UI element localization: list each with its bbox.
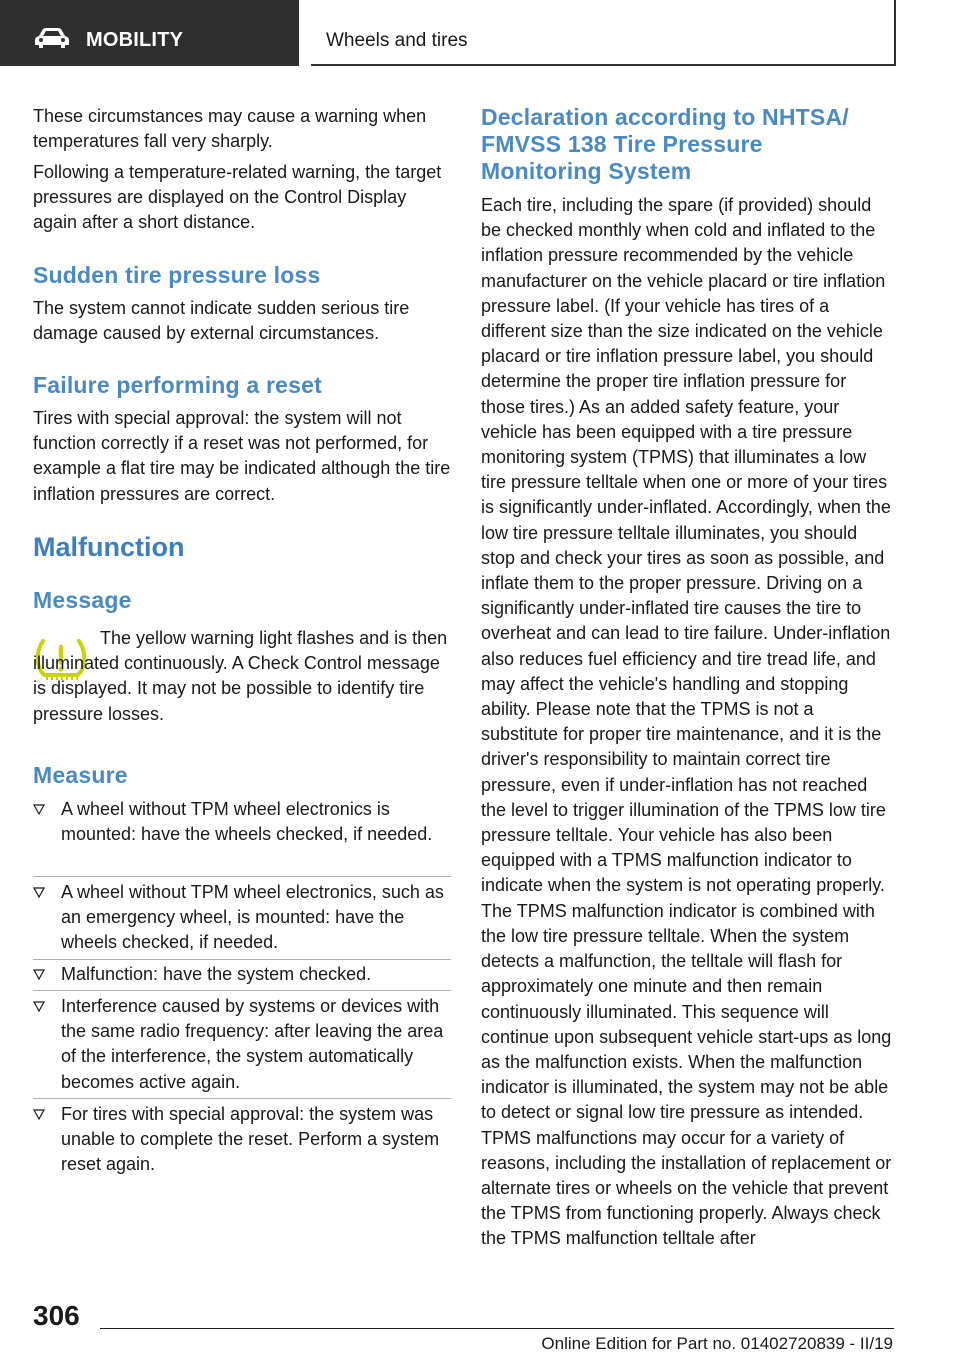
divider	[33, 990, 451, 991]
measure-heading: Measure	[33, 762, 128, 788]
malfunction-heading: Malfunction	[33, 532, 185, 562]
message-heading: Message	[33, 587, 132, 613]
message-text: The yellow warning light flashes and is then illuminated continuously. A Check Control message is displayed. It may not be possible to identify tire pressure losses.	[33, 628, 448, 724]
reset-failure-heading: Failure performing a reset	[33, 372, 322, 398]
triangle-bullet-icon	[33, 969, 45, 980]
measure-text: Malfunction: have the system checked.	[61, 964, 372, 984]
divider	[33, 1098, 451, 1099]
header-chapter-box	[311, 0, 896, 66]
sudden-loss-heading: Sudden tire pressure loss	[33, 262, 321, 288]
section-label: MOBILITY	[86, 29, 184, 51]
car-icon	[34, 27, 70, 49]
measure-text: Interference caused by systems or devices with the same radio frequency: after leaving the area of the interference, the system automatically becomes active again.	[61, 996, 444, 1092]
triangle-bullet-icon	[33, 1001, 45, 1012]
intro-paragraph-1: These circumstances may cause a warning when temperatures fall very sharply.	[33, 106, 427, 152]
intro-paragraph-2: Following a temperature-related warning, the target pressures are displayed on the Control Display again after a short distance.	[33, 162, 442, 233]
divider	[33, 959, 451, 960]
edition-note: Online Edition for Part no. 01402720839 - II/19	[541, 1334, 893, 1353]
nhtsa-declaration-heading: Declaration according to NHTSA/ FMVSS 138 Tire Pressure Monitoring System	[481, 104, 849, 184]
header-section-tab	[0, 0, 299, 66]
triangle-bullet-icon	[33, 804, 45, 815]
chapter-title: Wheels and tires	[326, 30, 468, 51]
nhtsa-declaration-body: Each tire, including the spare (if provided) should be checked monthly when cold and inflated to the inflation pressure recommended by the vehicle manufacturer on the vehicle placard or tire inflation pressure label. (If your vehicle has tires of a different size than the size indicated on the vehicle placard or tire inflation pressure label, you should determine the proper tire inflation pressure for those tires.) As an added safety feature, your vehicle has been equipped with a tire pressure monitoring system (TPMS) that illuminates a low tire pressure telltale when one or more of your tires is significantly under-inflated. Accordingly, when the low tire pressure telltale illuminates, you should stop and check your tires as soon as possible, and inflate them to the proper pressure. Driving on a significantly under-inflated tire causes the tire to overheat and can lead to tire failure. Under-inflation also reduces fuel efficiency and tire tread life, and may affect the vehicle's handling and stopping ability. Please note that the TPMS is not a substitute for proper tire maintenance, and it is the driver's responsibility to maintain correct tire pressure, even if under-inflation has not reached the level to trigger illumination of the TPMS low tire pressure telltale. Your vehicle has also been equipped with a TPMS malfunction indicator to indicate when the system is not operating properly. The TPMS malfunction indicator is combined with the low tire pressure telltale. When the system detects a malfunction, the telltale will flash for approximately one minute and then remain continuously illuminated. This sequence will continue upon subsequent vehicle start-ups as long as the malfunction exists. When the malfunction indicator is illuminated, the system may not be able to detect or signal low tire pressure as intended. TPMS malfunctions may occur for a variety of reasons, including the installation of replacement or alternate tires or wheels on the vehicle that prevent the TPMS from functioning properly. Always check the TPMS malfunction telltale after	[481, 195, 892, 1249]
triangle-bullet-icon	[33, 887, 45, 898]
reset-failure-text: Tires with special approval: the system will not function correctly if a reset was not performed, for example a flat tire may be indicated although the tire inflation pressures are correct.	[33, 408, 451, 504]
triangle-bullet-icon	[33, 1109, 45, 1120]
divider	[33, 876, 451, 877]
measure-text: For tires with special approval: the system was unable to complete the reset. Perform a system reset again.	[61, 1104, 440, 1175]
footer-divider	[100, 1328, 894, 1329]
page-number: 306	[33, 1300, 80, 1331]
sudden-loss-text: The system cannot indicate sudden serious tire damage caused by external circumstances.	[33, 298, 410, 344]
measure-text: A wheel without TPM wheel electronics is mounted: have the wheels checked, if needed.	[61, 799, 433, 845]
measure-text: A wheel without TPM wheel electronics, such as an emergency wheel, is mounted: have the wheels checked, if needed.	[61, 882, 444, 953]
